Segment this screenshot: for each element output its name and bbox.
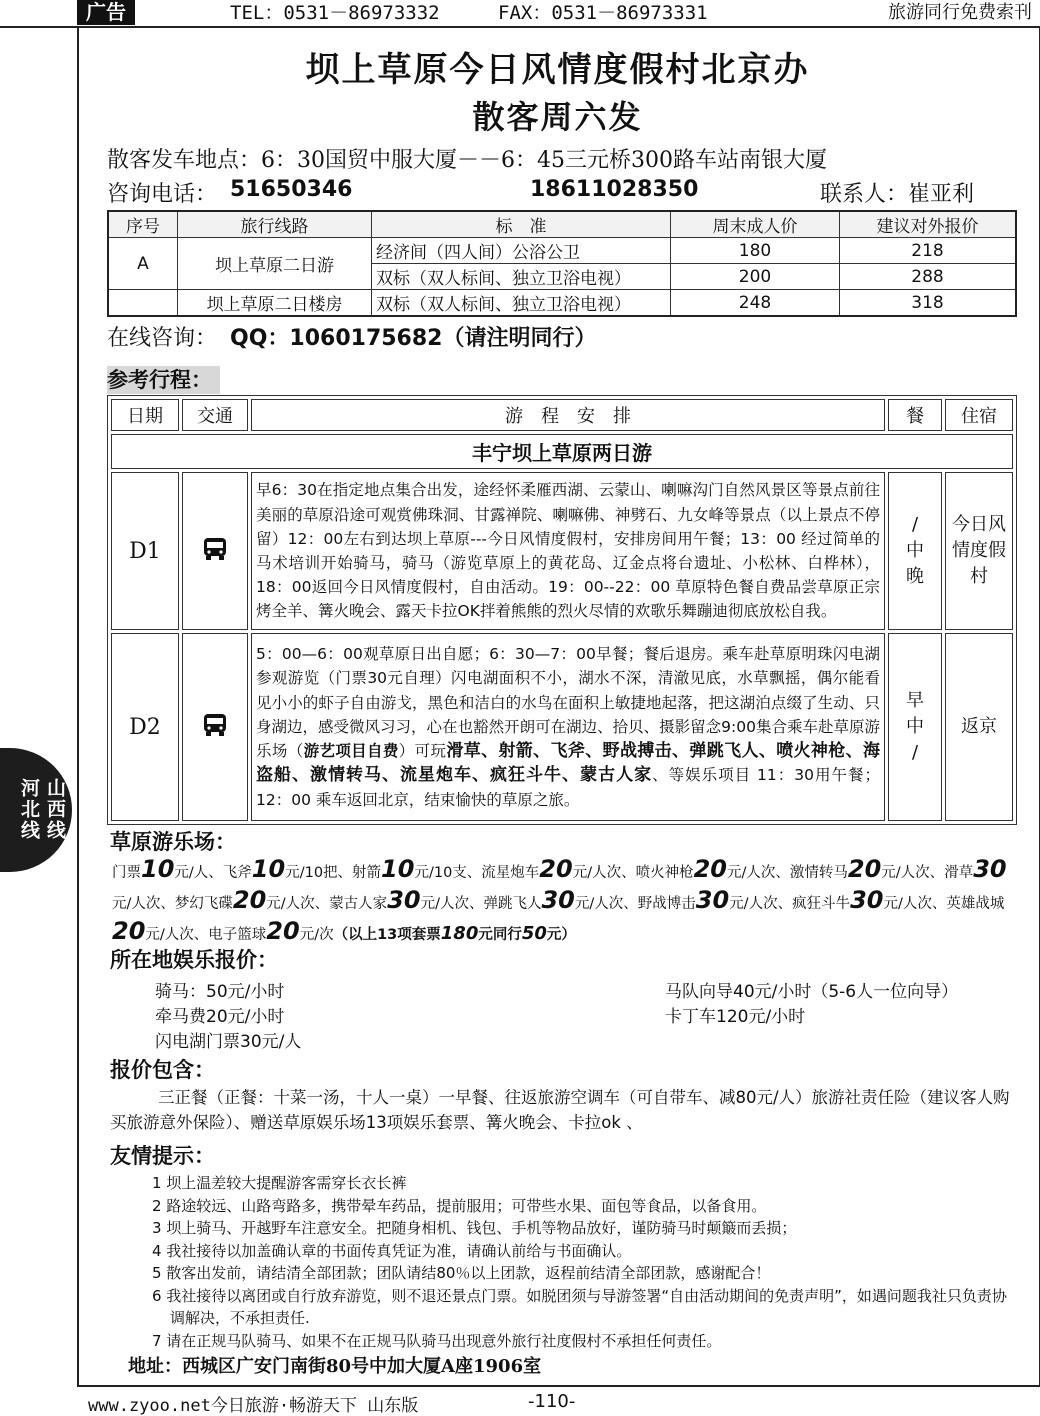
col-date: 日期 <box>111 399 179 431</box>
amusement-item-price: 30 <box>387 886 421 914</box>
list-item: 5 散客出发前，请结清全部团款；团队请结80％以上团款，返程前结清全部团款，感谢配合！ <box>152 1264 771 1282</box>
amusement-item-name: 流星炮车 <box>481 865 540 881</box>
amusement-item-unit: 元/人次、 <box>883 896 947 912</box>
amusement-item <box>483 886 638 914</box>
col-meal: 餐 <box>888 399 942 431</box>
amusement-item-price: 20 <box>232 886 267 914</box>
amusement-item-name: 滑草 <box>944 865 974 881</box>
col-standard: 标 准 <box>372 211 671 238</box>
col-stay: 住宿 <box>945 399 1013 431</box>
amusement-item-price: 20 <box>266 917 300 945</box>
cell-suggest: 288 <box>840 264 1017 290</box>
amusement-item-price: 10 <box>251 855 286 883</box>
desc-self-pay: 游艺项目自费 <box>303 742 399 761</box>
ent-item: 骑马：50元/小时 <box>155 982 285 1002</box>
ent-item: 闪电湖门票30元/人 <box>155 1032 302 1052</box>
bus-icon <box>182 633 248 821</box>
phone-1: 51650346 <box>230 177 353 202</box>
amusement-item-name: 疯狂斗牛 <box>792 896 851 912</box>
amusement-package-package-b: 元同行 <box>478 927 522 943</box>
desc-part: 、等娱乐项目 11：30用午餐；12：00 乘车返回北京，结束愉快的草原之旅。 <box>256 766 880 809</box>
amusement-item-name: 电子篮球 <box>208 927 267 943</box>
amusement-item-name: 激情转马 <box>789 865 848 881</box>
col-transport: 交通 <box>182 399 248 431</box>
amusement-item-unit: 元/人次、 <box>574 896 638 912</box>
meal-breakfast: / <box>911 514 919 535</box>
cell-suggest: 318 <box>840 290 1017 317</box>
amusement-item-unit: 元/人次、 <box>145 927 209 943</box>
amusement-item <box>792 886 947 914</box>
day-meals <box>888 633 942 821</box>
cell-route: 坝上草原二日游 <box>178 238 372 290</box>
meal-lunch: 中 <box>906 716 924 737</box>
amusement-item-unit: 元/人次、 <box>572 865 636 881</box>
side-tab-shanxi: 山西线 <box>44 778 66 841</box>
amusement-item-name: 蒙古人家 <box>329 896 388 912</box>
amusement-item-name: 喷火神枪 <box>635 865 694 881</box>
amusement-item-price: 10 <box>141 855 175 883</box>
side-region-tab <box>0 748 72 872</box>
col-id: 序号 <box>108 211 178 238</box>
day-label: D1 <box>111 472 179 630</box>
amusement-item-name: 射箭 <box>352 865 382 881</box>
cell-weekend: 180 <box>671 238 840 264</box>
amusement-item <box>789 855 945 883</box>
list-item: 3 坝上骑马、开越野车注意安全。把随身相机、钱包、手机等物品放好，谨防骑马时颠簸而丢损； <box>152 1219 797 1237</box>
amusement-item <box>635 855 790 883</box>
amusement-item-price: 20 <box>539 855 573 883</box>
amusement-item-unit: 元/人、 <box>174 865 223 881</box>
amusement-item-unit: 元/次 <box>299 927 334 943</box>
day-label: D2 <box>111 633 179 821</box>
itinerary-day-row <box>111 633 1013 821</box>
page-title: 坝上草原今日风情度假村北京办 <box>305 50 810 90</box>
cell-id: A <box>108 238 178 290</box>
amusement-title: 草原游乐场： <box>110 830 236 854</box>
header-publication: 旅游同行免费索刊 <box>888 2 1032 23</box>
header-fax: FAX：0531－86973331 <box>498 2 708 24</box>
cell-standard: 经济间（四人间）公浴公卫 <box>372 238 671 264</box>
amusement-item <box>222 855 353 883</box>
col-weekend-price: 周末成人价 <box>671 211 840 238</box>
desc-part: 5：00—6：00观草原日出自愿；6：30—7：00早餐；餐后退房。乘车赴草原明珠闪电湖参观游览（门票30元自理）闪电湖面积不小，湖水不深，清澈见底，水草飘摇，偶尔能看见小小的虾子自由游戈，黑色和洁白的水鸟在面积上敏捷地起落，把这湖泊点缀了生动、只身湖边，感受微风习习，心在也豁然开朗可在湖边、拾贝、摄影留念9:00集合乘车赴草原游乐场（ <box>256 645 880 761</box>
amusement-prices <box>112 856 1017 949</box>
amusement-item-name: 弹跳飞人 <box>483 896 542 912</box>
amusement-item-price: 30 <box>850 886 884 914</box>
itinerary-table <box>107 395 1017 825</box>
desc-part: ）可玩 <box>398 742 447 761</box>
tour-title: 丰宁坝上草原两日游 <box>111 434 1013 469</box>
includes-text: 三正餐（正餐：十菜一汤，十人一桌）一早餐、往返旅游空调车（可自带车、减80元/人）旅游社责任险（建议客人购买旅游意外保险）、赠送草原娱乐场13项娱乐套票、篝火晚会、卡拉ok 、 <box>110 1088 1010 1132</box>
amusement-item-unit: 元/人次、 <box>420 896 484 912</box>
tour-title-row <box>111 434 1013 469</box>
list-item: 4 我社接待以加盖确认章的书面传真凭证为准，请确认前给与书面确认。 <box>152 1241 632 1260</box>
amusement-item-name: 门票 <box>112 865 141 881</box>
cell-standard: 双标（双人标间、独立卫浴电视） <box>372 264 671 290</box>
includes-title: 报价包含： <box>110 1058 215 1082</box>
day-stay: 返京 <box>945 633 1013 821</box>
itinerary-section-title <box>107 364 220 394</box>
amusement-item <box>174 886 330 914</box>
meal-breakfast: 早 <box>906 690 924 711</box>
meal-lunch: 中 <box>906 540 924 561</box>
online-label: 在线咨询： <box>107 326 218 351</box>
desc-activities: 滑草、射箭、飞斧、野战搏击、弹跳飞人、喷火神枪、海盗船、激情转马、流星炮车、疯狂斗牛、蒙古人家 <box>256 741 880 786</box>
amusement-item-name: 野战博击 <box>637 896 696 912</box>
amusement-item <box>112 855 223 883</box>
cell-suggest: 218 <box>840 238 1017 264</box>
amusement-item-unit: 元/人次、 <box>881 865 945 881</box>
page-subtitle: 散客周六发 <box>472 98 643 136</box>
amusement-item <box>208 917 334 945</box>
price-table-header <box>108 211 1016 238</box>
entertainment-title: 所在地娱乐报价： <box>110 948 278 972</box>
amusement-item-unit: 元/人次、 <box>266 896 330 912</box>
day-description <box>251 633 885 821</box>
amusement-package-package-price: 180 <box>440 923 479 944</box>
amusement-item <box>352 855 482 883</box>
amusement-item-unit: 元/人次、 <box>112 896 175 912</box>
amusement-package-package-peer: 50 <box>521 923 547 944</box>
col-schedule: 游 程 安 排 <box>251 399 885 431</box>
amusement-package-package-a: （以上13项套票 <box>333 927 441 943</box>
amusement-item-price: 30 <box>695 886 730 914</box>
table-row <box>108 290 1016 317</box>
list-item: 1 坝上温差较大提醒游客需穿长衣长裤 <box>152 1174 407 1192</box>
amusement-item-name: 梦幻飞碟 <box>174 896 233 912</box>
amusement-item-price: 30 <box>973 855 1007 883</box>
amusement-item-unit: 元/人次、 <box>729 896 793 912</box>
meal-dinner: / <box>911 742 919 763</box>
phone-2: 18611028350 <box>530 177 699 202</box>
table-row <box>108 238 1016 264</box>
departure-info: 散客发车地点：6：30国贸中服大厦－－6：45三元桥300路车站南银大厦 <box>107 148 827 173</box>
cell-standard: 双标（双人标间、独立卫浴电视） <box>372 290 671 317</box>
col-suggest-price: 建议对外报价 <box>840 211 1017 238</box>
amusement-item-price: 30 <box>541 886 575 914</box>
list-item: 2 路途较远、山路弯路多，携带晕车药品，提前服用；可带些水果、面包等食品，以备食用。 <box>152 1196 767 1215</box>
address: 地址：西城区广安门南街80号中加大厦A座1906室 <box>128 1356 542 1377</box>
col-route: 旅行线路 <box>178 211 372 238</box>
amusement-item-price: 20 <box>847 855 882 883</box>
amusement-item-price: 20 <box>693 855 727 883</box>
contact-person: 联系人：崔亚利 <box>820 182 975 207</box>
ent-item: 马队向导40元/小时（5-6人一位向导） <box>665 982 959 1002</box>
consult-label: 咨询电话： <box>107 182 218 207</box>
cell-id <box>108 290 178 317</box>
ad-tag: 广告 <box>77 0 135 25</box>
amusement-item <box>329 886 484 914</box>
day-stay: 今日风情度假村 <box>945 472 1013 630</box>
online-qq: QQ：1060175682（请注明同行） <box>230 326 597 351</box>
amusement-item <box>637 886 793 914</box>
amusement-item-unit: 元/10把、 <box>285 865 353 881</box>
meal-dinner: 晚 <box>906 566 924 587</box>
amusement-item-unit: 元/10支、 <box>414 865 482 881</box>
amusement-item-price: 20 <box>112 917 146 945</box>
itinerary-day-row <box>111 472 1013 630</box>
list-item: 7 请在正规马队骑马、如果不在正规马队骑马出现意外旅行社度假村不承担任何责任。 <box>152 1331 722 1350</box>
ent-item: 卡丁车120元/小时 <box>665 1007 806 1027</box>
tips-title: 友情提示： <box>110 1144 215 1168</box>
ent-item: 牵马费20元/小时 <box>155 1007 285 1027</box>
amusement-item <box>481 855 636 883</box>
bus-icon <box>182 472 248 630</box>
header-tel: TEL：0531－86973332 <box>230 2 440 24</box>
day-description: 早6：30在指定地点集合出发，途经怀柔雁西湖、云蒙山、喇嘛沟门自然风景区等景点前往美丽的草原沿途可观赏佛珠洞、甘露禅院、喇嘛佛、神劈石、九女峰等景点（以上景点不停留）12：00左右到达坝上草原---今日风情度假村，安排房间用午餐；13：00 经过简单的马术培训开始骑马，骑马（游览草原上的黄花岛、辽金点将台遗址、小松林、白桦林），18：00返回今日风情度假村，自由活动。19：00--22：00 草原特色餐自费品尝草原正宗烤全羊、篝火晚会、露天卡拉OK拌着熊熊的烈火尽情的欢歌乐舞蹦迪彻底放松自我。 <box>251 472 885 630</box>
tips-list <box>152 1172 1018 1352</box>
day-meals <box>888 472 942 630</box>
side-tab-hebei: 河北线 <box>18 778 40 841</box>
amusement-package-package-c: 元） <box>546 927 576 943</box>
amusement-item-name: 飞斧 <box>222 865 252 881</box>
itinerary-header <box>111 399 1013 431</box>
cell-weekend: 200 <box>671 264 840 290</box>
price-table <box>107 210 1017 317</box>
footer-site: www.zyoo.net今日旅游·畅游天下 山东版 <box>88 1396 419 1416</box>
page-number: -110- <box>528 1391 576 1412</box>
itinerary-section-label: 参考行程： <box>107 366 220 394</box>
cell-weekend: 248 <box>671 290 840 317</box>
list-item: 6 我社接待以离团或自行放弃游览，则不退还景点门票。如脱团须与导游签署“自由活动期间的免责声明”，如遇问题我社只负责协调解决，不承担责任. <box>152 1286 1007 1327</box>
amusement-item-name: 英雄战城 <box>946 896 1005 912</box>
cell-route: 坝上草原二日楼房 <box>178 290 372 317</box>
amusement-item-unit: 元/人次、 <box>727 865 790 881</box>
amusement-item-price: 10 <box>381 855 415 883</box>
